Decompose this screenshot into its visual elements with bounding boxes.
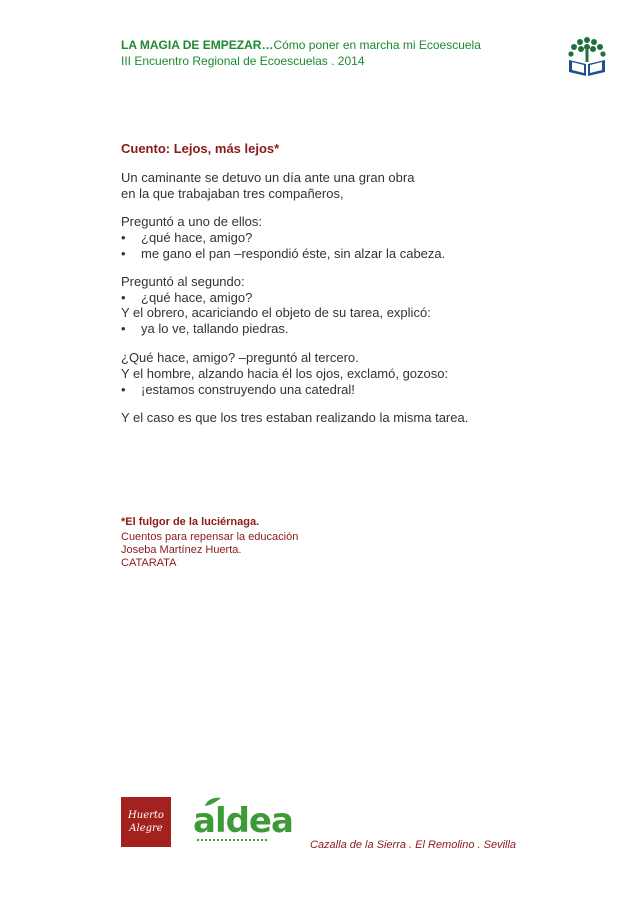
source-subtitle: Cuentos para repensar la educación <box>121 531 299 543</box>
story-bullet-line <box>121 321 288 336</box>
story-bullet-text: ya lo ve, tallando piedras. <box>141 321 289 336</box>
story-bullet-text: ¡estamos construyendo una catedral! <box>141 382 355 397</box>
story-line: ¿Qué hace, amigo? –preguntó al tercero. <box>121 350 359 365</box>
story-line: Preguntó a uno de ellos: <box>121 214 262 229</box>
footer-location: Cazalla de la Sierra . El Remolino . Sevilla <box>310 839 517 851</box>
aldea-logo-text: aldea <box>193 801 293 841</box>
huerto-alegre-logo <box>121 797 171 847</box>
story-line: en la que trabajaban tres compañeros, <box>121 186 344 201</box>
header-title-bold: LA MAGIA DE EMPEZAR… <box>121 38 274 52</box>
story-bullet-text: ¿qué hace, amigo? <box>141 230 253 245</box>
story-bullet-text: me gano el pan –respondió éste, sin alzar la cabeza. <box>141 246 446 261</box>
ecoschools-logo-icon <box>565 34 609 78</box>
header-title <box>121 38 481 52</box>
story-bullet-line <box>121 382 355 397</box>
story-line: Y el hombre, alzando hacia él los ojos, exclamó, gozoso: <box>121 366 449 381</box>
story-bullet-line <box>121 246 445 261</box>
story-line: Un caminante se detuvo un día ante una gran obra <box>121 170 415 185</box>
huerto-logo-line1: Huerto <box>128 810 164 821</box>
story-title: Cuento: Lejos, más lejos* <box>121 141 280 156</box>
source-title: *El fulgor de la luciérnaga. <box>121 516 260 528</box>
story-line: Preguntó al segundo: <box>121 274 245 289</box>
story-bullet-line <box>121 230 252 245</box>
header-subtitle: III Encuentro Regional de Ecoescuelas . 2014 <box>121 54 365 68</box>
aldea-logo <box>193 797 293 849</box>
story-line: Y el obrero, acariciando el objeto de su tarea, explicó: <box>121 305 431 320</box>
source-author: Joseba Martínez Huerta. <box>121 544 242 556</box>
story-bullet-text: ¿qué hace, amigo? <box>141 290 253 305</box>
aldea-logo-tagline <box>197 839 267 845</box>
header-title-rest: Cómo poner en marcha mi Ecoescuela <box>273 38 481 52</box>
huerto-logo-line2: Alegre <box>129 823 163 834</box>
source-publisher: CATARATA <box>121 557 177 569</box>
story-line: Y el caso es que los tres estaban realizando la misma tarea. <box>121 410 469 425</box>
story-bullet-line <box>121 290 252 305</box>
